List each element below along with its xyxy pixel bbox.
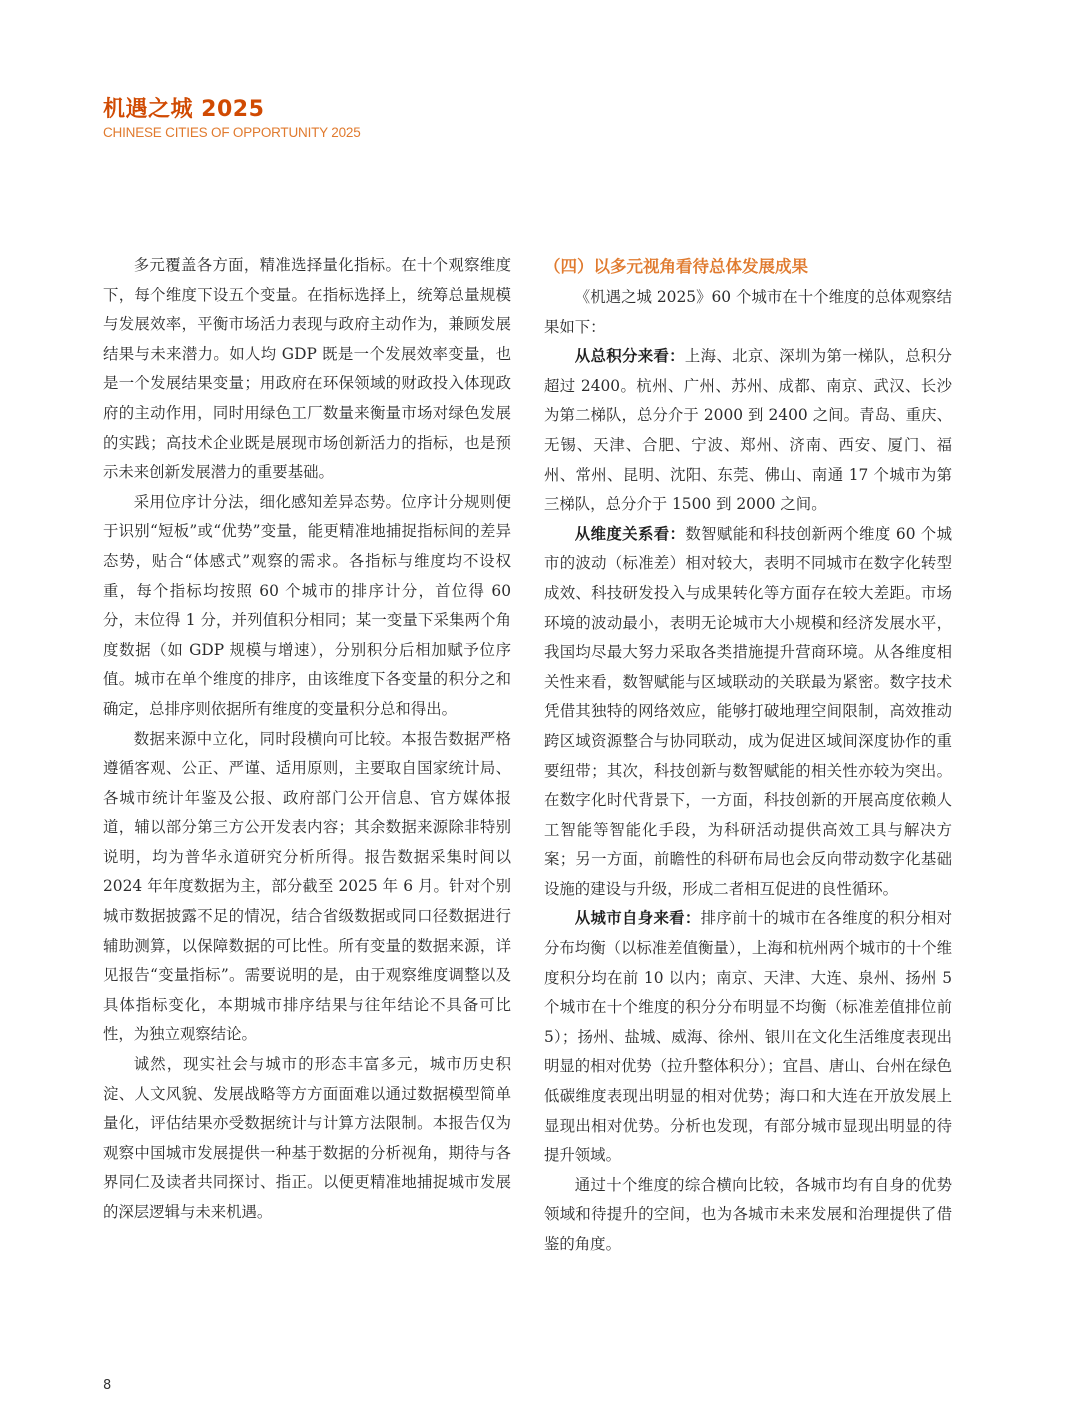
paragraph-text: 上海、北京、深圳为第一梯队，总积分超过 2400。杭州、广州、苏州、成都、南京、武汉、长沙为第二梯队，总分介于 2000 到 2400 之间。青岛、重庆、无锡、天津、合肥、宁波、郑州、济南、西安、厦门、福州、常州、昆明、沈阳、东莞、佛山、南通 17 个城市为第三梯队，总分介于 1500 到 2000 之间。: [544, 347, 952, 514]
section-heading: （四）以多元视角看待总体发展成果: [544, 257, 808, 276]
paragraph-lead: 从维度关系看：: [574, 524, 686, 543]
paragraph: [544, 342, 952, 520]
paragraph-lead: 从总积分来看：: [574, 347, 685, 366]
report-title: 机遇之城 2025: [103, 97, 265, 122]
paragraph: 数据来源中立化，同时段横向可比较。本报告数据严格遵循客观、公正、严谨、适用原则，主要取自国家统计局、各城市统计年鉴及公报、政府部门公开信息、官方媒体报道，辅以部分第三方公开发表内容；其余数据来源除非特别说明，均为普华永道研究分析所得。报告数据采集时间以 2024 年年度数据为主，部分截至 2025 年 6 月。针对个别城市数据披露不足的情况，结合省级数据或同口径数据进行辅助测算，以保障数据的可比性。所有变量的数据来源，详见报告“变量指标”。需要说明的是，由于观察维度调整以及具体指标变化，本期城市排序结果与往年结论不具备可比性，为独立观察结论。: [103, 729, 511, 1044]
report-subtitle: CHINESE CITIES OF OPPORTUNITY 2025: [103, 125, 361, 140]
paragraph: 采用位序计分法，细化感知差异态势。位序计分规则便于识别“短板”或“优势”变量，能更精准地捕捉指标间的差异态势，贴合“体感式”观察的需求。各指标与维度均不设权重，每个指标均按照 60 个城市的排序计分，首位得 60 分，末位得 1 分，并列值积分相同；某一变量下采集两个角度数据（如 GDP 规模与增速），分别积分后相加赋予位序值。城市在单个维度的排序，由该维度下各变量的积分之和确定，总排序则依据所有维度的变量积分总和得出。: [103, 492, 511, 718]
paragraph-text: 数智赋能和科技创新两个维度 60 个城市的波动（标准差）相对较大，表明不同城市在数字化转型成效、科技研发投入与成果转化等方面存在较大差距。市场环境的波动最小，表明无论城市大小规模和经济发展水平，我国均尽最大努力采取各类措施提升营商环境。从各维度相关性来看，数智赋能与区域联动的关联最为紧密。数字技术凭借其独特的网络效应，能够打破地理空间限制，高效推动跨区域资源整合与协同联动，成为促进区域间深度协作的重要纽带；其次，科技创新与数智赋能的相关性亦较为突出。在数字化时代背景下，一方面，科技创新的开展高度依赖人工智能等智能化手段，为科研活动提供高效工具与解决方案；另一方面，前瞻性的科研布局也会反向带动数字化基础设施的建设与升级，形成二者相互促进的良性循环。: [544, 524, 952, 898]
paragraph: [544, 904, 952, 1170]
left-column: [103, 251, 511, 1228]
paragraph-lead: 从城市自身来看：: [574, 909, 701, 928]
paragraph: 多元覆盖各方面，精准选择量化指标。在十个观察维度下，每个维度下设五个变量。在指标选择上，统筹总量规模与发展效率，平衡市场活力表现与政府主动作为，兼顾发展结果与未来潜力。如人均 GDP 既是一个发展效率变量，也是一个发展结果变量；用政府在环保领域的财政投入体现政府的主动作用，同时用绿色工厂数量来衡量市场对绿色发展的实践；高技术企业既是展现市场创新活力的指标，也是预示未来创新发展潜力的重要基础。: [103, 256, 511, 482]
paragraph-text: 排序前十的城市在各维度的积分相对分布均衡（以标准差值衡量），上海和杭州两个城市的十个维度积分均在前 10 以内；南京、天津、大连、泉州、扬州 5 个城市在十个维度的积分分布明显不均衡（标准差值排位前 5）；扬州、盐城、威海、徐州、银川在文化生活维度表现出明显的相对优势（拉升整体积分）；宜昌、唐山、台州在绿色低碳维度表现出明显的相对优势；海口和大连在开放发展上显现出相对优势。分析也发现，有部分城市显现出明显的待提升领域。: [544, 909, 952, 1165]
paragraph: [544, 520, 952, 905]
paragraph: 诚然，现实社会与城市的形态丰富多元，城市历史积淀、人文风貌、发展战略等方方面面难以通过数据模型简单量化，评估结果亦受数据统计与计算方法限制。本报告仅为观察中国城市发展提供一种基于数据的分析视角，期待与各界同仁及读者共同探讨、指正。以便更精准地捕捉城市发展的深层逻辑与未来机遇。: [103, 1055, 511, 1221]
report-header: [103, 96, 361, 141]
intro-paragraph: 《机遇之城 2025》60 个城市在十个维度的总体观察结果如下：: [544, 288, 952, 336]
closing-paragraph: 通过十个维度的综合横向比较，各城市均有自身的优势领域和待提升的空间，也为各城市未来发展和治理提供了借鉴的角度。: [544, 1175, 952, 1253]
page-number: 8: [103, 1378, 112, 1393]
right-column: [544, 251, 952, 1260]
